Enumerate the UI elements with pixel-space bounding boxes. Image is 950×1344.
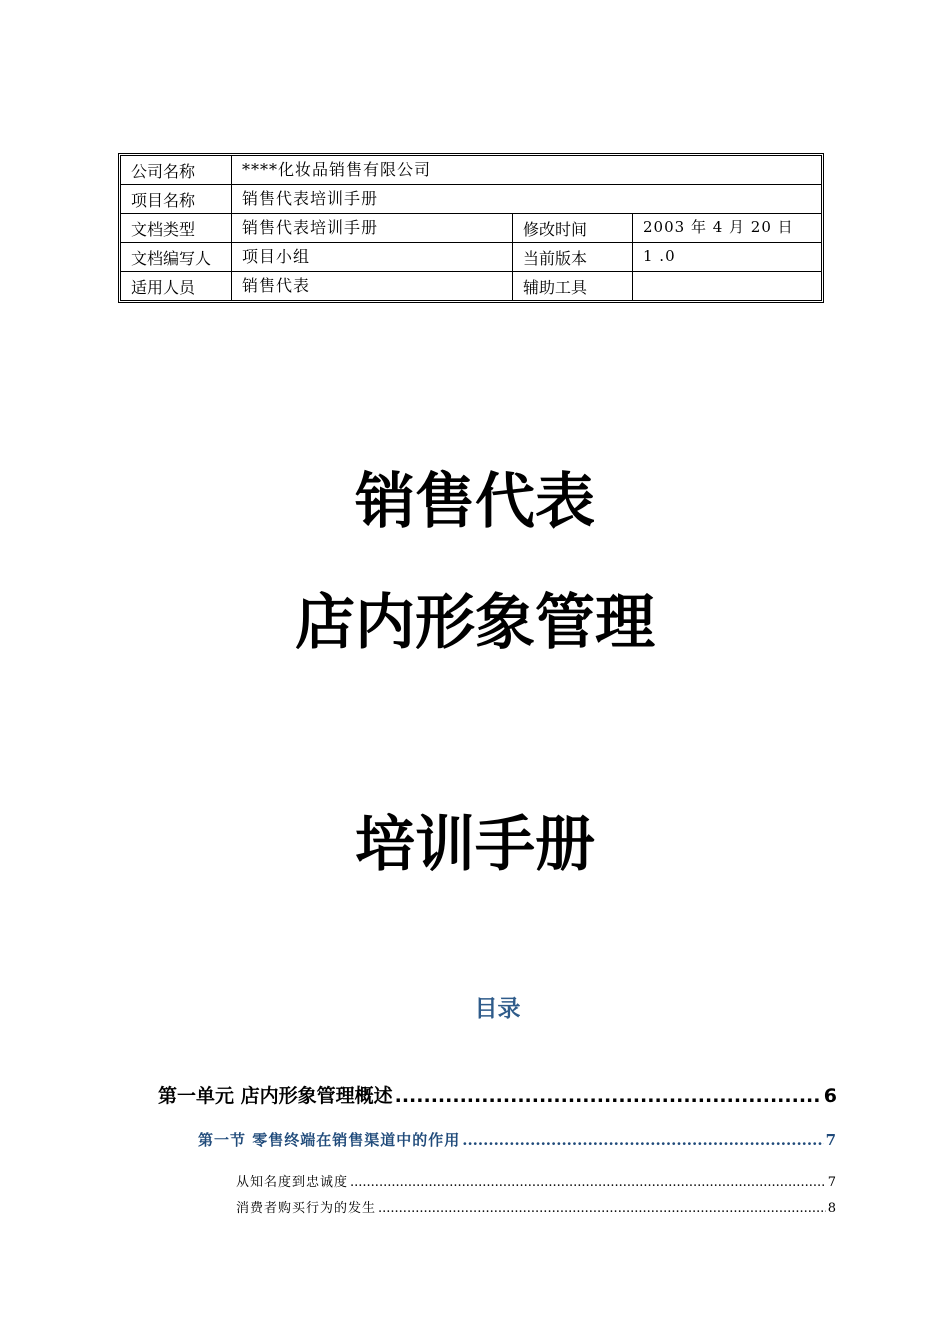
current-version-value: 1 .0 [633,243,821,272]
audience-label: 适用人员 [121,272,232,300]
company-name-value: ****化妆品销售有限公司 [232,156,821,185]
toc-entry-page: 8 [827,1201,837,1216]
document-author-label: 文档编写人 [121,243,232,272]
title-line-3: 培训手册 [355,810,595,880]
document-info-table [118,153,824,303]
toc-leader-dots [395,1085,822,1107]
toc-entry-page: 7 [825,1131,837,1149]
company-name-label: 公司名称 [121,156,232,185]
toc-entry-text: 从知名度到忠诚度 [236,1175,349,1190]
title-line-2: 店内形象管理 [295,588,655,658]
toc-entry-text: 第一节 零售终端在销售渠道中的作用 [198,1131,461,1149]
aux-tools-label: 辅助工具 [513,272,633,300]
modified-time-value: 2003 年 4 月 20 日 [633,214,821,243]
toc-entry-subsection-1[interactable] [236,1171,837,1190]
toc-entry-text: 消费者购买行为的发生 [236,1201,377,1216]
toc-entry-subsection-2[interactable] [236,1197,837,1216]
audience-value: 销售代表 [232,272,513,300]
toc-leader-dots [378,1201,826,1216]
toc-entry-page: 7 [827,1175,837,1190]
toc-heading: 目录 [474,996,521,1022]
toc-leader-dots [350,1175,826,1190]
document-author-value: 项目小组 [232,243,513,272]
toc-entry-section-1[interactable] [198,1129,837,1150]
document-type-value: 销售代表培训手册 [232,214,513,243]
toc-leader-dots [462,1131,823,1149]
current-version-label: 当前版本 [513,243,633,272]
aux-tools-value [633,272,821,300]
document-type-label: 文档类型 [121,214,232,243]
project-name-label: 项目名称 [121,185,232,214]
toc-entry-text: 第一单元 店内形象管理概述 [158,1085,393,1107]
toc-entry-unit-1[interactable] [158,1081,837,1108]
title-line-1: 销售代表 [355,467,595,537]
modified-time-label: 修改时间 [513,214,633,243]
toc-entry-page: 6 [823,1085,837,1107]
project-name-value: 销售代表培训手册 [232,185,821,214]
